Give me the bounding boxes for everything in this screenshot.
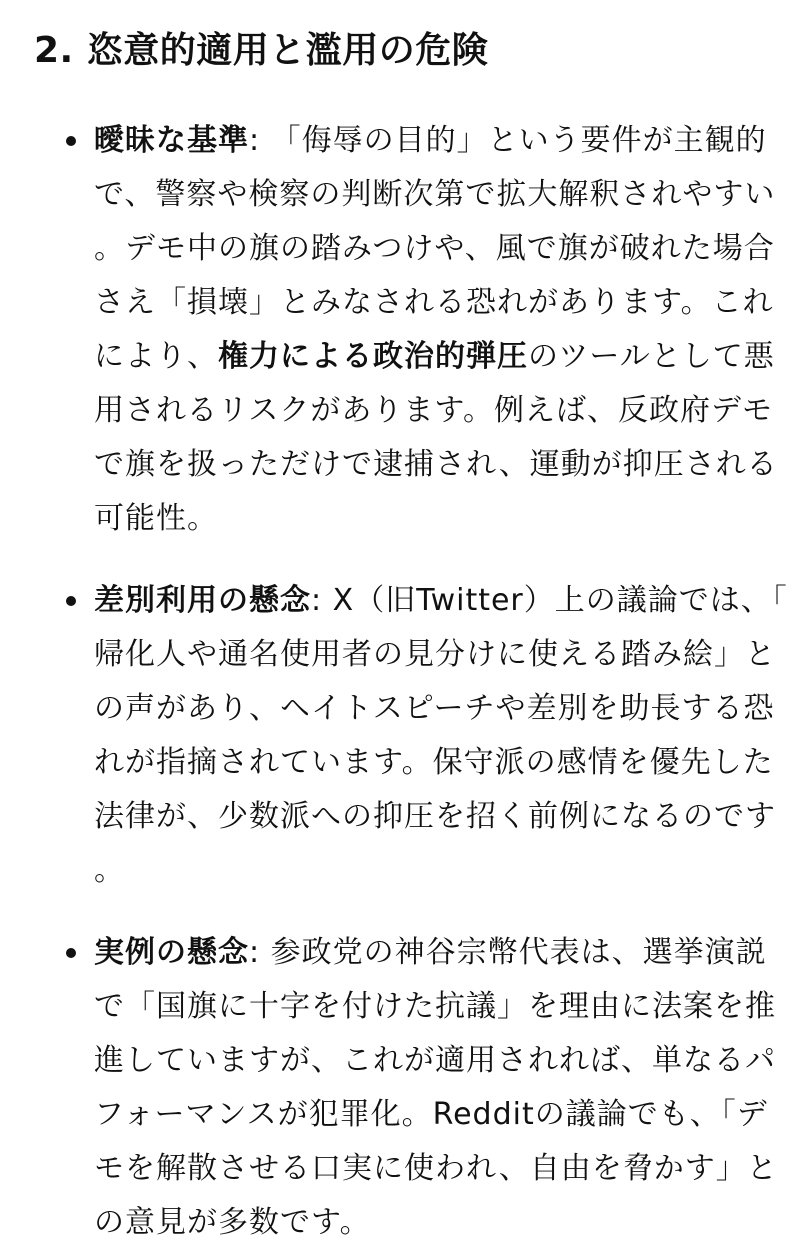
item-term: 実例の懸念 xyxy=(94,935,249,970)
bullet-icon xyxy=(66,596,76,606)
list-item-vague-criteria xyxy=(34,114,792,546)
item-separator: : xyxy=(249,935,271,970)
item-emphasis: 権力による政治的弾圧 xyxy=(218,339,528,374)
bullet-icon xyxy=(66,136,76,146)
list-item-discrimination-concern xyxy=(34,574,792,898)
item-term: 差別利用の懸念 xyxy=(94,583,311,618)
item-text: 「侮辱の目的」という要件が主観的で、警察や検察の判断次第で拡大解釈されやすい。デモ中の旗の踏みつけや、風で旗が破れた場合さえ「損壊」とみなされる恐れがあります。これにより、 xyxy=(94,123,776,374)
item-separator: : xyxy=(311,583,333,618)
bullet-list xyxy=(34,114,792,1250)
item-text: X（旧Twitter）上の議論では、「帰化人や通名使用者の見分けに使える踏み絵」との声があり、ヘイトスピーチや差別を助長する恐れが指摘されています。保守派の感情を優先した法律が、少数派への抑圧を招く前例になるのです。 xyxy=(94,583,788,888)
item-text: 参政党の神谷宗幣代表は、選挙演説で「国旗に十字を付けた抗議」を理由に法案を推進していますが、これが適用されれば、単なるパフォーマンスが犯罪化。Redditの議論でも、「デモを解散させる口実に使われ、自由を脅かす」との意見が多数です。 xyxy=(94,935,778,1240)
bullet-icon xyxy=(66,948,76,958)
item-text-continued: のツールとして悪用されるリスクがあります。例えば、反政府デモで旗を扱っただけで逮捕され、運動が抑圧される可能性。 xyxy=(94,339,778,536)
section-heading: 2. 恣意的適用と濫用の危険 xyxy=(34,30,489,71)
item-separator: : xyxy=(249,123,271,158)
item-term: 曖昧な基準 xyxy=(94,123,249,158)
list-item-example-concern xyxy=(34,926,792,1250)
